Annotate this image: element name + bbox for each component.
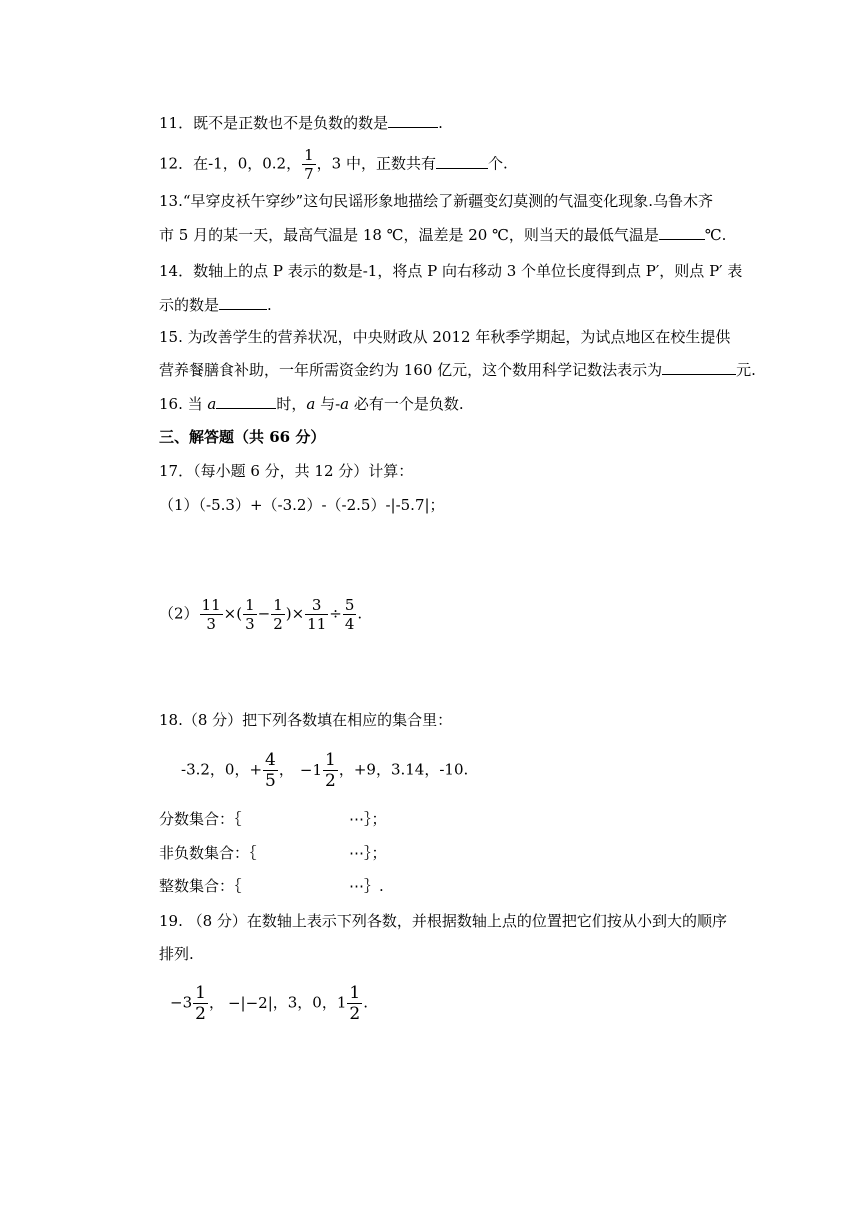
q18-set-fractions xyxy=(159,808,387,830)
q15-blank[interactable] xyxy=(662,360,736,375)
q12-prefix: 12．在-1，0，0.2， xyxy=(159,154,302,173)
frac-numerator: 1 xyxy=(349,983,361,1003)
q15-end: 元. xyxy=(736,361,756,379)
question-17-part-1: （1）（-5.3）+（-3.2）-（-2.5）-|-5.7|； xyxy=(159,496,445,514)
set-end: ⋯｝； xyxy=(349,844,387,862)
question-15-line-1: 15. 为改善学生的营养状况，中央财政从 2012 年秋季学期起，为试点地区在校生提供 xyxy=(159,328,731,346)
q18-numbers-suffix: ，+9，3.14，-10. xyxy=(338,760,469,779)
q12-fraction xyxy=(302,146,316,183)
q13-blank[interactable] xyxy=(659,225,705,240)
question-17-part-2 xyxy=(159,596,362,633)
q12-suffix: ，3 中，正数共有 xyxy=(316,154,436,173)
q19-mixed-whole-2: 1 xyxy=(336,993,347,1012)
frac-numerator: 1 xyxy=(304,146,314,164)
q16-mid: 时， xyxy=(276,395,307,413)
frac-numerator: 1 xyxy=(273,596,283,614)
q16-end: 必有一个是负数. xyxy=(349,395,464,413)
set-end: ⋯｝； xyxy=(349,810,387,828)
q19-separator-2: ，3，0， xyxy=(272,993,337,1012)
q17-fraction-5 xyxy=(343,596,357,633)
question-16 xyxy=(159,393,464,415)
set-label: 非负数集合：｛ xyxy=(159,844,257,862)
question-18-numbers xyxy=(181,750,468,791)
q12-end: 个. xyxy=(487,154,508,173)
question-19-line-2: 排列. xyxy=(159,945,194,963)
q17-fraction-2 xyxy=(243,596,257,633)
q19-end: . xyxy=(363,993,369,1012)
question-11 xyxy=(159,112,443,134)
q13-end: ℃. xyxy=(704,226,727,244)
q19-mixed-whole-1: −3 xyxy=(170,993,193,1012)
frac-denominator: 3 xyxy=(206,615,216,633)
frac-denominator: 5 xyxy=(265,771,276,791)
q16-prefix: 16. 当 xyxy=(159,395,208,413)
q18-fraction-b xyxy=(323,750,338,791)
question-13-line-2 xyxy=(159,224,726,246)
q18-fraction-a xyxy=(263,750,278,791)
q17-end: . xyxy=(357,604,363,623)
frac-numerator: 4 xyxy=(265,750,276,770)
q19-fraction-2 xyxy=(347,983,362,1024)
question-13-line-1: 13.“早穿皮袄午穿纱”这句民谣形象地描绘了新疆变幻莫测的气温变化现象.乌鲁木齐 xyxy=(159,192,713,210)
q19-fraction-1 xyxy=(193,983,208,1024)
frac-denominator: 2 xyxy=(273,615,283,633)
q18-numbers-prefix: -3.2，0，+ xyxy=(181,760,263,779)
question-15-line-2 xyxy=(159,359,756,381)
q17-fraction-3 xyxy=(271,596,285,633)
q19-separator-1: ， xyxy=(208,993,224,1012)
q16-var-a2: a xyxy=(306,395,316,413)
frac-numerator: 1 xyxy=(325,750,336,770)
frac-numerator: 3 xyxy=(305,596,328,615)
frac-denominator: 4 xyxy=(344,615,355,633)
q17-fraction-1 xyxy=(200,596,223,633)
q14-text: 示的数是 xyxy=(159,296,220,314)
q17-op-2: − xyxy=(257,604,271,623)
q16-var-a3: a xyxy=(340,395,350,413)
q11-end: . xyxy=(438,114,443,132)
frac-numerator: 5 xyxy=(344,596,355,614)
q11-text: 11．既不是正数也不是负数的数是 xyxy=(159,114,389,132)
frac-denominator: 7 xyxy=(304,165,314,183)
set-label: 整数集合：｛ xyxy=(159,877,242,895)
q16-mid2: 与- xyxy=(315,395,341,413)
set-label: 分数集合：｛ xyxy=(159,810,242,828)
question-17-title: 17．（每小题 6 分，共 12 分）计算： xyxy=(159,462,414,480)
q11-blank[interactable] xyxy=(388,113,438,128)
q17-part2-label: （2） xyxy=(159,604,199,623)
section-3-heading: 三、解答题（共 66 分） xyxy=(159,428,326,446)
frac-denominator: 11 xyxy=(307,615,327,633)
q17-op-1: ×( xyxy=(223,604,243,623)
q18-separator: ， xyxy=(278,760,294,779)
frac-numerator: 1 xyxy=(245,596,255,614)
q18-set-integers xyxy=(159,875,384,897)
q15-text: 营养餐膳食补助，一年所需资金约为 160 亿元，这个数用科学记数法表示为 xyxy=(159,361,663,379)
frac-denominator: 3 xyxy=(245,615,255,633)
question-14-line-2 xyxy=(159,294,272,316)
q18-mixed-whole: −1 xyxy=(299,760,323,779)
frac-numerator: 1 xyxy=(195,983,206,1003)
q16-var-a: a xyxy=(207,395,217,413)
question-12 xyxy=(159,146,508,183)
question-14-line-1: 14．数轴上的点 P 表示的数是-1，将点 P 向右移动 3 个单位长度得到点 P′，则点 P′ 表 xyxy=(159,262,743,280)
q13-text: 市 5 月的某一天，最高气温是 18 ℃，温差是 20 ℃，则当天的最低气温是 xyxy=(159,226,659,244)
question-18-title: 18.（8 分）把下列各数填在相应的集合里： xyxy=(159,711,453,729)
q19-abs-value: −|−2| xyxy=(227,993,273,1012)
q16-blank[interactable] xyxy=(216,394,276,409)
question-19-line-1: 19. （8 分）在数轴上表示下列各数，并根据数轴上点的位置把它们按从小到大的顺序 xyxy=(159,912,727,930)
q17-op-4: ÷ xyxy=(329,604,342,623)
q14-end: . xyxy=(267,296,272,314)
frac-denominator: 2 xyxy=(349,1004,361,1024)
q17-op-3: )× xyxy=(285,604,305,623)
q14-blank[interactable] xyxy=(219,295,267,310)
q17-fraction-4 xyxy=(305,596,328,633)
q12-blank[interactable] xyxy=(436,154,488,169)
frac-denominator: 2 xyxy=(195,1004,206,1024)
set-end: ⋯｝. xyxy=(349,877,384,895)
question-19-numbers xyxy=(170,983,368,1024)
frac-numerator: 11 xyxy=(201,596,221,614)
q18-set-nonnegative xyxy=(159,842,387,864)
frac-denominator: 2 xyxy=(325,771,336,791)
